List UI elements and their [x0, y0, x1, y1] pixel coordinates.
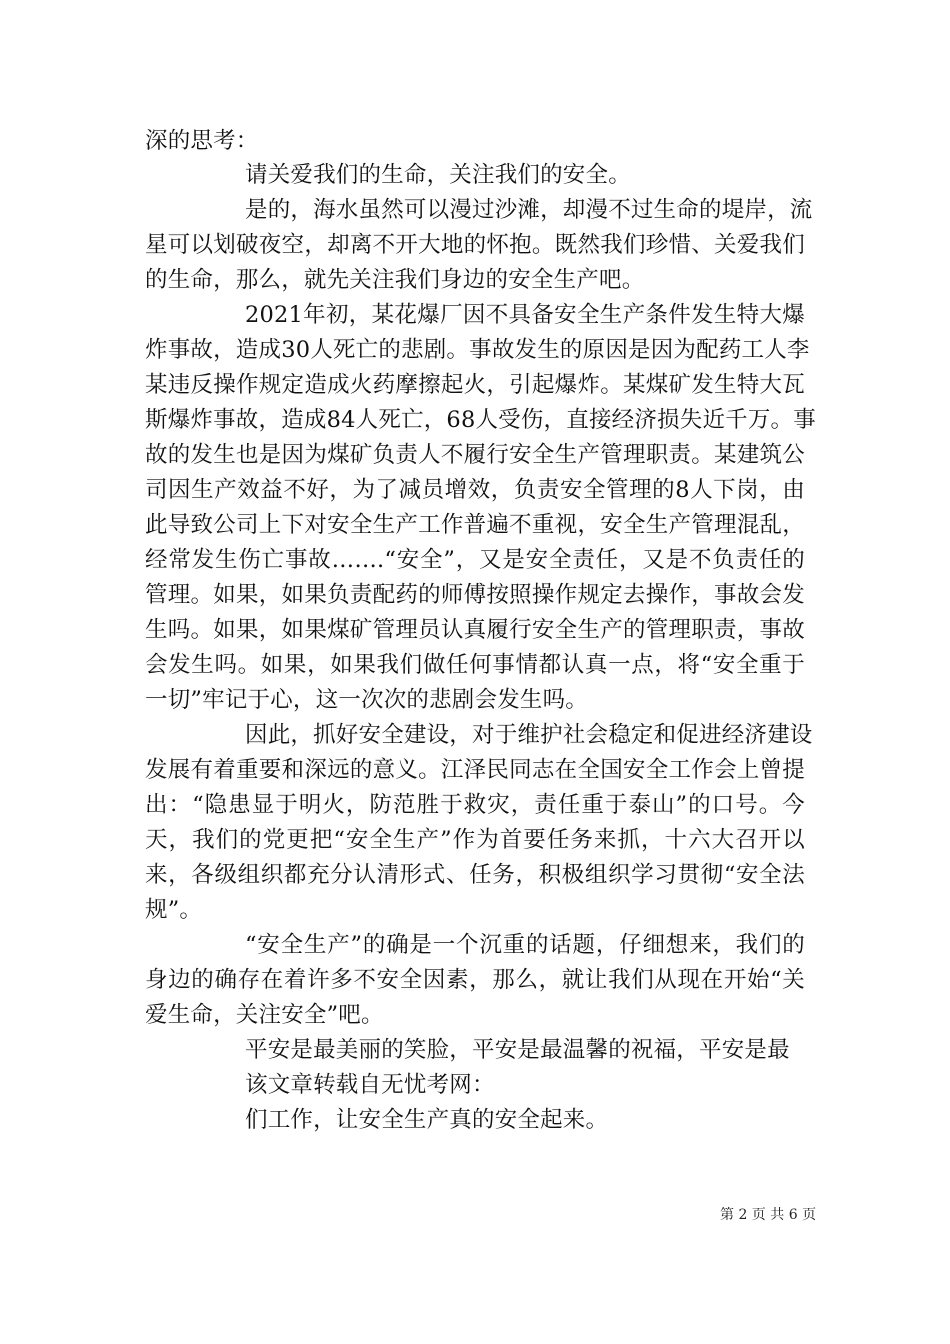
text-line: 身边的确存在着许多不安全因素，那么，就让我们从现在开始“关	[145, 967, 805, 993]
page-number: 第 2 页 共 6 页	[720, 1207, 817, 1223]
text-line: 的生命，那么，就先关注我们身边的安全生产吧。	[145, 267, 645, 293]
text-line: 请关爱我们的生命，关注我们的安全。	[245, 162, 631, 188]
text-line: 炸事故，造成30人死亡的悲剧。事故发生的原因是因为配药工人李	[145, 337, 810, 363]
text-line: 规”。	[145, 897, 203, 923]
text-line: 故的发生也是因为煤矿负责人不履行安全生产管理职责。某建筑公	[145, 442, 805, 468]
text-line: 2021年初，某花爆厂因不具备安全生产条件发生特大爆	[245, 302, 805, 328]
text-line: 出：“隐患显于明火，防范胜于救灾，责任重于泰山”的口号。今	[145, 792, 805, 818]
text-line: 们工作，让安全生产真的安全起来。	[245, 1107, 609, 1133]
text-line: 斯爆炸事故，造成84人死亡，68人受伤，直接经济损失近千万。事	[145, 407, 816, 433]
text-line: 爱生命，关注安全”吧。	[145, 1002, 384, 1028]
text-line: 深的思考：	[145, 128, 259, 154]
text-line: 发展有着重要和深远的意义。江泽民同志在全国安全工作会上曾提	[145, 757, 805, 783]
text-line: 司因生产效益不好，为了减员增效，负责安全管理的8人下岗，由	[145, 477, 805, 503]
text-line: 是的，海水虽然可以漫过沙滩，却漫不过生命的堤岸，流	[245, 197, 813, 223]
text-line: 该文章转载自无忧考网：	[245, 1072, 495, 1098]
text-line: 某违反操作规定造成火药摩擦起火，引起爆炸。某煤矿发生特大瓦	[145, 372, 805, 398]
text-line: 天，我们的党更把“安全生产”作为首要任务来抓，十六大召开以	[145, 827, 805, 853]
text-line: 一切”牢记于心，这一次次的悲剧会发生吗。	[145, 687, 589, 713]
text-line: 来，各级组织都充分认清形式、任务，积极组织学习贯彻“安全法	[145, 862, 805, 888]
text-line: 经常发生伤亡事故…….“安全”，又是安全责任，又是不负责任的	[145, 547, 805, 573]
text-line: 星可以划破夜空，却离不开大地的怀抱。既然我们珍惜、关爱我们	[145, 232, 805, 258]
text-line: 会发生吗。如果，如果我们做任何事情都认真一点，将“安全重于	[145, 652, 805, 678]
text-line: 平安是最美丽的笑脸，平安是最温馨的祝福，平安是最	[245, 1037, 790, 1063]
text-line: 此导致公司上下对安全生产工作普遍不重视，安全生产管理混乱，	[145, 512, 805, 538]
text-line: 生吗。如果，如果煤矿管理员认真履行安全生产的管理职责，事故	[145, 617, 805, 643]
text-line: 管理。如果，如果负责配药的师傅按照操作规定去操作，事故会发	[145, 582, 805, 608]
text-line: “安全生产”的确是一个沉重的话题，仔细想来，我们的	[245, 932, 805, 958]
text-line: 因此，抓好安全建设，对于维护社会稳定和促进经济建设	[245, 722, 813, 748]
